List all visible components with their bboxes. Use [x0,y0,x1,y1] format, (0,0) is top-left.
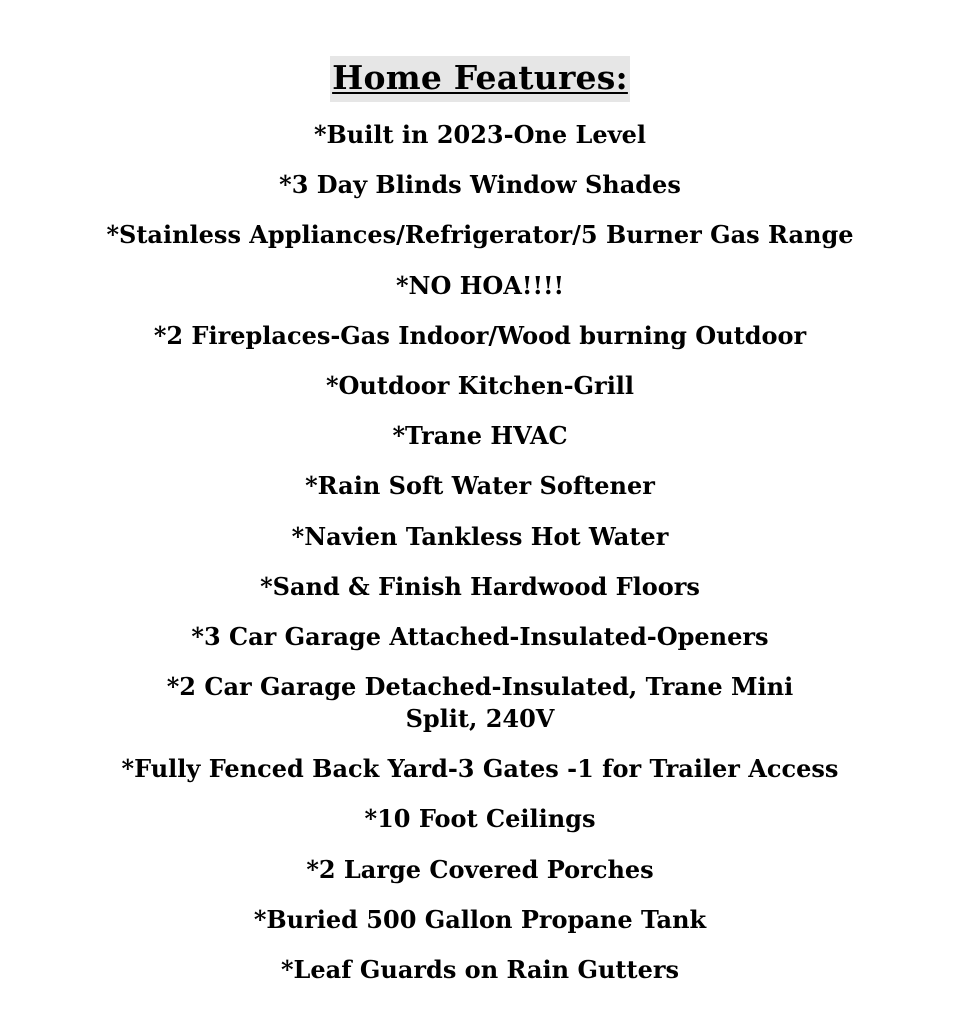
feature-item: *Outdoor Kitchen-Grill [325,370,635,400]
feature-item: *Leaf Guards on Rain Gutters [280,955,680,984]
feature-list [0,119,960,1004]
feature-item: *2 Car Garage Detached-Insulated, Trane Mini Split, 240V [166,672,794,734]
title-container [0,56,960,102]
feature-item: *Built in 2023-One Level [313,120,647,149]
feature-item: *Navien Tankless Hot Water [291,521,669,551]
feature-item: *NO HOA!!!! [395,270,565,300]
feature-item: *3 Car Garage Attached-Insulated-Openers [191,621,769,651]
feature-item: *2 Large Covered Porches [306,854,654,884]
feature-item: *Sand & Finish Hardwood Floors [260,571,700,601]
feature-item: *3 Day Blinds Window Shades [279,170,681,200]
feature-item: *Rain Soft Water Softener [305,471,655,501]
feature-item: *Fully Fenced Back Yard-3 Gates -1 for Trailer Access [121,754,839,784]
feature-item: *Stainless Appliances/Refrigerator/5 Burner Gas Range [106,220,854,250]
feature-item: *10 Foot Ceilings [364,804,596,834]
feature-item: *Trane HVAC [392,421,568,451]
page-title: Home Features: [330,56,630,102]
feature-item: *2 Fireplaces-Gas Indoor/Wood burning Outdoor [153,320,807,350]
feature-item: *Buried 500 Gallon Propane Tank [253,904,707,934]
